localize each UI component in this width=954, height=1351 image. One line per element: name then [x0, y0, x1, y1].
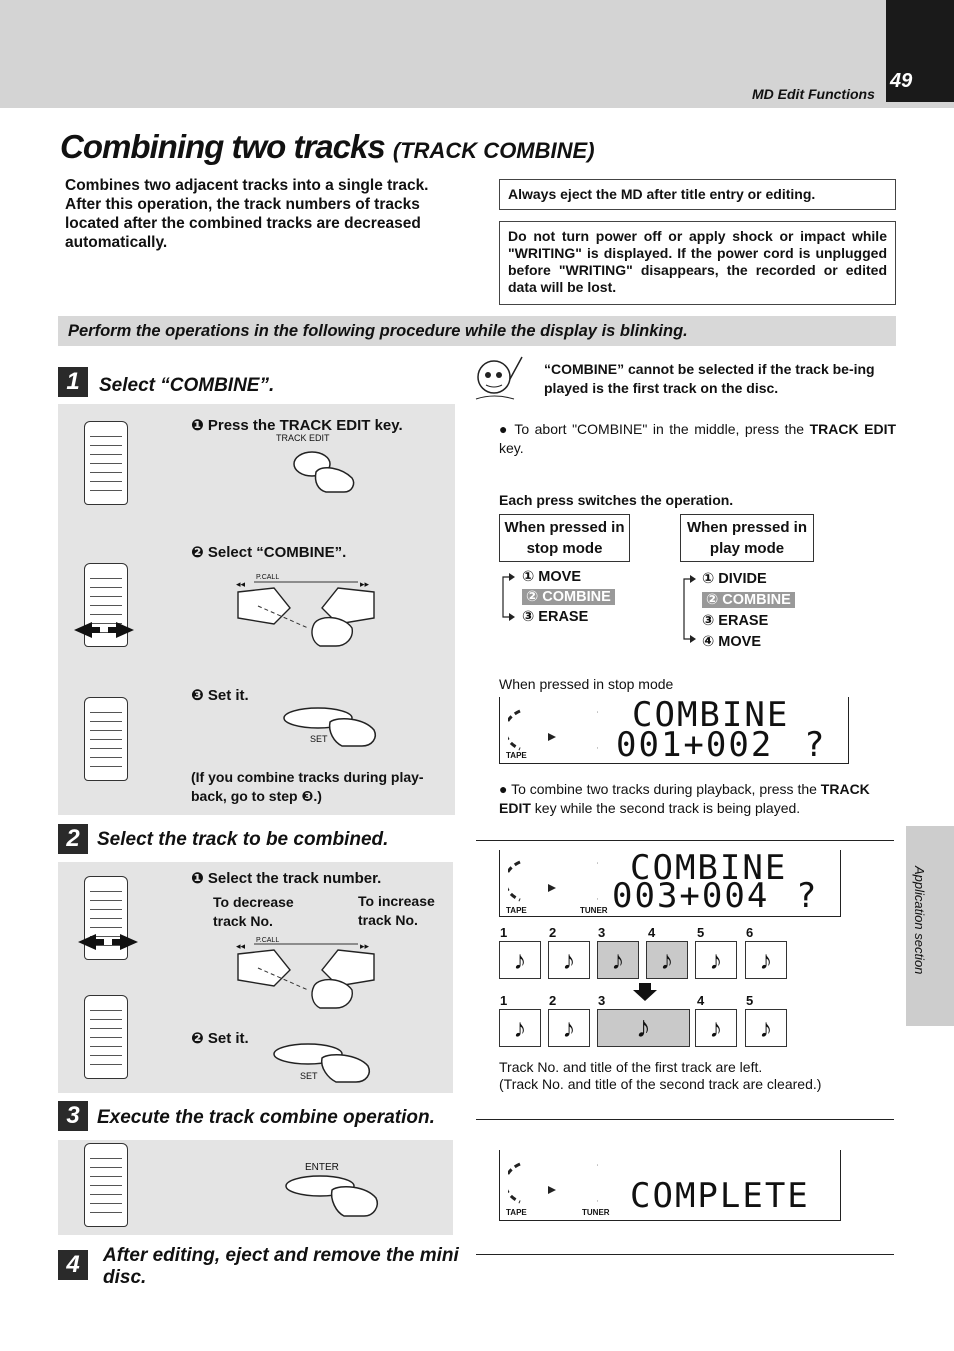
- step-4-number: 4: [58, 1250, 88, 1280]
- track-block-selected: ♪: [646, 941, 688, 979]
- step-1-sub1: ❶ Press the TRACK EDIT key.: [191, 417, 403, 434]
- tape-label: TAPE: [506, 1208, 527, 1217]
- power-note: Do not turn power off or apply shock or impact while "WRITING" is displayed. If the power cord is unplugged before "WRITING" disappears, the recorded or edited data will be lost.: [499, 221, 896, 305]
- remote-icon: [84, 421, 128, 505]
- lcd-mark: ?: [804, 725, 825, 765]
- display-1-caption: When pressed in stop mode: [499, 676, 674, 692]
- remote-icon: [84, 697, 128, 781]
- pcall-label: P.CALL: [256, 937, 280, 944]
- disc-indicator-icon: [508, 703, 598, 757]
- divider: [476, 840, 894, 841]
- play-mode-list: [702, 569, 795, 653]
- tuner-label: TUNER: [582, 1208, 610, 1217]
- step-3-heading: Execute the track combine operation.: [97, 1107, 435, 1128]
- set-key-press-icon[interactable]: [272, 1040, 376, 1086]
- list-item: ③ ERASE: [702, 613, 769, 629]
- switch-heading: Each press switches the operation.: [499, 492, 734, 508]
- title-sub: (TRACK COMBINE): [392, 138, 595, 163]
- stop-mode-box: When pressed in stop mode: [499, 514, 630, 562]
- lcd-display-3: [499, 1150, 841, 1221]
- section-label: MD Edit Functions: [752, 86, 875, 102]
- set-key-label: SET: [310, 734, 328, 744]
- list-item: ① DIVIDE: [702, 571, 767, 587]
- intro-text: Combines two adjacent tracks into a single track. After this operation, the track numbers of tracks located after the combined tracks are decreased automatically.: [65, 177, 429, 251]
- track-block: ♪: [499, 941, 541, 979]
- enter-key-label: ENTER: [305, 1162, 339, 1173]
- track-block: ♪: [548, 941, 590, 979]
- track-block: ♪: [745, 1009, 787, 1047]
- svg-text:▸▸: ▸▸: [360, 579, 370, 589]
- list-item: ② COMBINE: [702, 590, 795, 611]
- remote-icon: [84, 1143, 128, 1227]
- arrow-pair-icon: [72, 618, 136, 640]
- tape-label: TAPE: [506, 906, 527, 915]
- track-block: ♪: [695, 1009, 737, 1047]
- step-1-number: 1: [58, 367, 88, 397]
- page-number: 49: [890, 70, 913, 92]
- set-key-press-icon[interactable]: [282, 704, 380, 750]
- step-2-sub2: ❷ Set it.: [191, 1030, 249, 1047]
- pcall-keys-icon[interactable]: [234, 578, 378, 652]
- remote-icon: [84, 995, 128, 1079]
- svg-text:◂◂: ◂◂: [236, 579, 246, 589]
- step-4-heading: After editing, eject and remove the mini disc.: [103, 1245, 459, 1288]
- caution-character-icon: [468, 349, 530, 403]
- combined-track-block: ♪: [597, 1009, 690, 1047]
- step-2-sub1: ❶ Select the track number.: [191, 870, 382, 887]
- step-3-number: 3: [58, 1101, 88, 1131]
- instruction-banner: Perform the operations in the following procedure while the display is blinking.: [58, 316, 896, 346]
- application-section-label: Application section: [912, 866, 927, 975]
- step-2-number: 2: [58, 824, 88, 854]
- eject-note: Always eject the MD after title entry or editing.: [499, 179, 896, 210]
- abort-note: ● To abort "COMBINE" in the middle, press the TRACK EDIT key.: [499, 421, 897, 456]
- track-block: ♪: [745, 941, 787, 979]
- list-item: ② COMBINE: [522, 587, 615, 607]
- disc-indicator-icon: [508, 1156, 598, 1210]
- play-mode-box: When pressed in play mode: [680, 514, 814, 562]
- title-main: Combining two tracks: [60, 128, 385, 165]
- tuner-label: TUNER: [580, 906, 608, 915]
- step-2-heading: Select the track to be combined.: [97, 829, 389, 850]
- playback-note: (If you combine tracks during play-back, go to step ❸.): [191, 769, 424, 804]
- tape-label: TAPE: [506, 751, 527, 760]
- increase-label: To increase track No.: [358, 893, 435, 928]
- track-block-selected: ♪: [597, 941, 639, 979]
- track-edit-key-press-icon[interactable]: [286, 444, 358, 496]
- track-block: ♪: [695, 941, 737, 979]
- pcall-keys-icon[interactable]: [234, 940, 378, 1014]
- lcd-line-2: 001+002: [616, 725, 774, 765]
- step-1-heading: Select “COMBINE”.: [99, 375, 275, 396]
- caution-note: “COMBINE” cannot be selected if the track be-ing played is the first track on the disc.: [544, 361, 875, 396]
- playback-tip: ● To combine two tracks during playback, press the TRACK EDIT key while the second track is being played.: [499, 781, 870, 816]
- arrow-pair-icon: [76, 930, 140, 952]
- lcd-mark: ?: [796, 876, 817, 916]
- lcd-line-1: COMBINE: [630, 848, 788, 888]
- step-1-sub3: ❸ Set it.: [191, 687, 249, 704]
- cycle-arrow-icon: [499, 571, 517, 625]
- track-block: ♪: [548, 1009, 590, 1047]
- track-edit-key-label: TRACK EDIT: [276, 433, 330, 443]
- cycle-arrow-icon: [680, 573, 698, 647]
- disc-indicator-icon: [508, 854, 598, 908]
- enter-key-press-icon[interactable]: [284, 1170, 382, 1222]
- track-block: ♪: [499, 1009, 541, 1047]
- lcd-line-2: 003+004: [612, 876, 770, 916]
- stop-mode-list: [522, 567, 615, 627]
- svg-text:▸▸: ▸▸: [360, 941, 370, 951]
- decrease-label: To decrease track No.: [213, 894, 294, 929]
- divider: [476, 1254, 894, 1255]
- track-numbers-before: 1 2 3 4 5 6: [500, 925, 754, 940]
- step-1-sub2: ❷ Select “COMBINE”.: [191, 544, 347, 561]
- svg-text:◂◂: ◂◂: [236, 941, 246, 951]
- lcd-line-1: COMBINE: [632, 695, 790, 735]
- page-title: [60, 128, 595, 166]
- list-item: ① MOVE: [522, 569, 582, 585]
- list-item: ④ MOVE: [702, 634, 762, 650]
- tracks-caption: Track No. and title of the first track are left. (Track No. and title of the second track are cleared.): [499, 1059, 822, 1092]
- divider: [476, 1119, 894, 1120]
- list-item: ③ ERASE: [522, 609, 589, 625]
- pcall-label: P.CALL: [256, 574, 280, 581]
- lcd-complete: COMPLETE: [630, 1176, 810, 1216]
- set-key-label: SET: [300, 1071, 318, 1081]
- lcd-display-1: [499, 697, 849, 764]
- track-numbers-after: 1 2 3 4 5: [500, 993, 754, 1008]
- lcd-display-2: [499, 850, 841, 917]
